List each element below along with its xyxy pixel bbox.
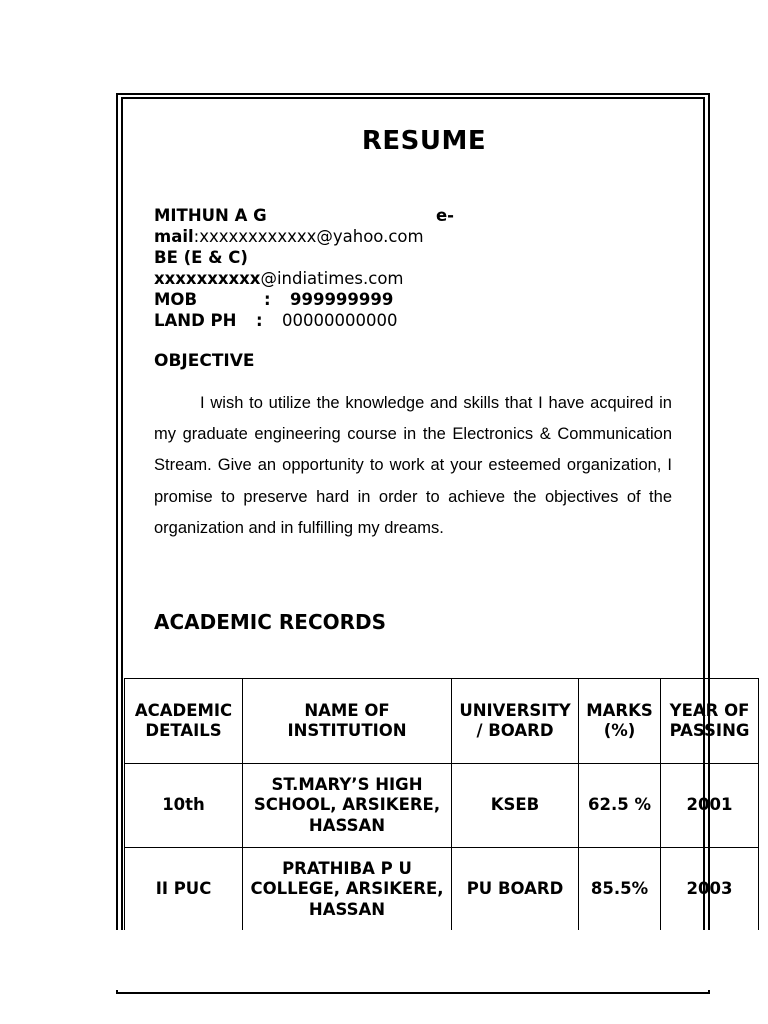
email-primary: :xxxxxxxxxxxx@yahoo.com xyxy=(193,227,424,246)
email-secondary-user: xxxxxxxxxx xyxy=(154,269,261,288)
academic-heading: ACADEMIC RECORDS xyxy=(154,610,387,634)
land-label: LAND PH xyxy=(154,311,237,330)
resume-title: RESUME xyxy=(361,126,487,156)
email-label-part1: e- xyxy=(435,206,454,225)
contact-block xyxy=(154,205,454,331)
table-header-row xyxy=(125,679,759,764)
column-header: NAME OF INSTITUTION xyxy=(243,679,452,764)
table-row xyxy=(125,848,759,932)
objective-heading: OBJECTIVE xyxy=(154,351,255,371)
academic-records-table xyxy=(124,678,759,932)
candidate-name: MITHUN A G xyxy=(154,206,267,225)
land-value: 00000000000 xyxy=(282,311,398,330)
mob-value: 999999999 xyxy=(290,290,394,309)
table-cell: 2003 xyxy=(661,848,759,932)
column-header: YEAR OF PASSING xyxy=(661,679,759,764)
column-header: ACADEMIC DETAILS xyxy=(125,679,243,764)
land-separator: : xyxy=(256,311,263,330)
table-row xyxy=(125,764,759,848)
mob-separator: : xyxy=(264,290,271,309)
table-cell: PRATHIBA P U COLLEGE, ARSIKERE, HASSAN xyxy=(243,848,452,932)
table-cell: ST.MARY’S HIGH SCHOOL, ARSIKERE, HASSAN xyxy=(243,764,452,848)
email-label-part2: mail xyxy=(154,227,194,246)
objective-text: I wish to utilize the knowledge and skills that I have acquired in my graduate engineering course in the Electronics & Communication Stream. Give an opportunity to work at your esteemed organization, I promise to preserve hard in order to achieve the objectives of the organization and in fulfilling my dreams. xyxy=(154,394,672,537)
table-cell: PU BOARD xyxy=(452,848,579,932)
table-cell: 2001 xyxy=(661,764,759,848)
mob-label: MOB xyxy=(154,290,198,309)
page-bottom-whitespace xyxy=(0,930,768,990)
email-secondary-domain: @indiatimes.com xyxy=(260,269,404,288)
table-cell: 85.5% xyxy=(579,848,661,932)
degree: BE (E & C) xyxy=(154,248,248,267)
column-header: MARKS (%) xyxy=(579,679,661,764)
table-cell: 62.5 % xyxy=(579,764,661,848)
column-header: UNIVERSITY / BOARD xyxy=(452,679,579,764)
table-cell: 10th xyxy=(125,764,243,848)
table-cell: KSEB xyxy=(452,764,579,848)
table-cell: II PUC xyxy=(125,848,243,932)
